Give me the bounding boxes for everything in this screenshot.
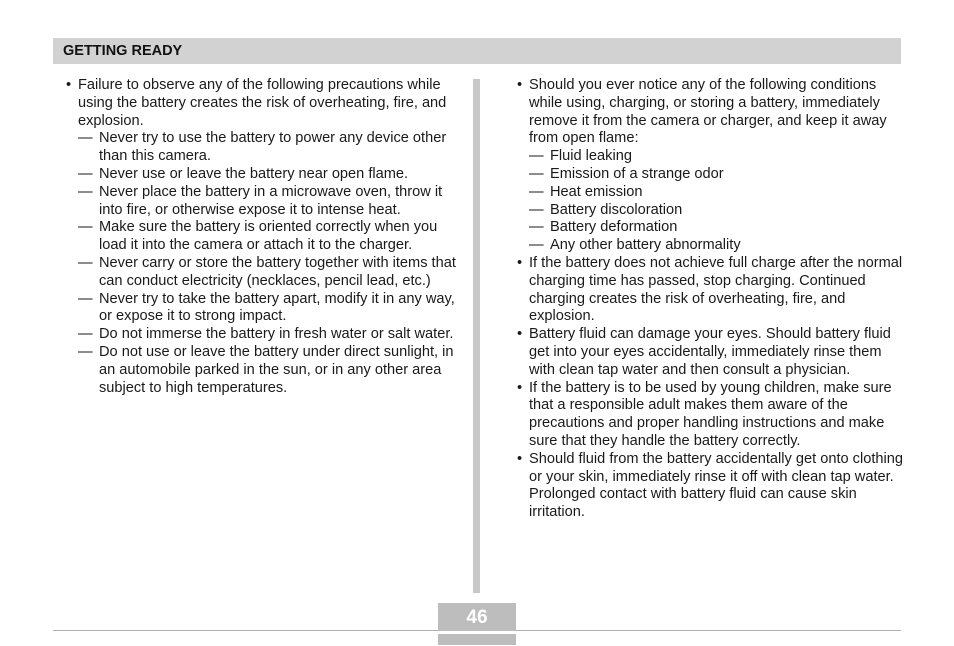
bullet-mark: •: [517, 77, 523, 93]
bullet-mark: •: [517, 326, 523, 343]
dash-mark: —: [78, 219, 93, 236]
page-number-tab: [438, 603, 516, 645]
section-title: GETTING READY: [63, 43, 183, 59]
dash-mark: —: [78, 165, 93, 182]
condition-item-5: [517, 219, 905, 237]
right-bullet-text: Battery fluid can damage your eyes. Should battery fluid get into your eyes accidentally, immediately rinse them with clean tap water and then consult a physician.: [529, 326, 891, 378]
dash-mark: —: [78, 254, 93, 271]
right-bullet-text: Should fluid from the battery accidentally get onto clothing or your skin, immediately rinse it off with clean tap water. Prolonged contact with battery fluid can cause skin irritation.: [529, 450, 903, 521]
left-column: [66, 77, 458, 397]
column-divider: [473, 79, 480, 593]
condition-text: Fluid leaking: [550, 148, 632, 165]
left-item-text: Do not immerse the battery in fresh water or salt water.: [99, 326, 454, 343]
left-item-1: [66, 130, 458, 166]
condition-text: Any other battery abnormality: [550, 237, 741, 254]
right-bullet-3: [517, 380, 905, 451]
condition-text: Battery discoloration: [550, 201, 683, 218]
condition-text: Battery deformation: [550, 219, 678, 236]
left-item-text: Never use or leave the battery near open flame.: [99, 165, 409, 182]
bullet-mark: •: [517, 379, 523, 396]
left-item-text: Make sure the battery is oriented correctly when you load it into the camera or attach it to the charger.: [99, 219, 438, 254]
dash-mark: —: [78, 343, 93, 360]
right-bullet-2: [517, 326, 905, 379]
left-item-3: [66, 184, 458, 220]
dash-mark: —: [529, 165, 544, 182]
left-item-6: [66, 291, 458, 327]
right-intro-bullet: [517, 77, 905, 148]
section-header: [53, 38, 901, 64]
dash-mark: —: [78, 326, 93, 343]
dash-mark: —: [78, 290, 93, 307]
left-item-text: Never place the battery in a microwave oven, throw it into fire, or otherwise expose it to intense heat.: [99, 183, 443, 218]
dash-mark: —: [529, 183, 544, 200]
dash-mark: —: [529, 219, 544, 236]
right-column: [517, 77, 905, 522]
dash-mark: —: [78, 183, 93, 200]
right-bullet-1: [517, 255, 905, 326]
right-bullet-text: If the battery is to be used by young children, make sure that a responsible adult makes them aware of the precautions and proper handling instructions and make sure that they handle the battery correctly.: [529, 379, 892, 449]
left-item-5: [66, 255, 458, 291]
condition-item-4: [517, 202, 905, 220]
dash-mark: —: [529, 201, 544, 218]
condition-text: Heat emission: [550, 183, 643, 200]
bullet-mark: •: [66, 77, 72, 93]
left-intro-bullet: [66, 77, 458, 130]
page-tab-band: [438, 631, 516, 634]
right-bullet-4: [517, 451, 905, 522]
left-item-4: [66, 219, 458, 255]
condition-text: Emission of a strange odor: [550, 165, 724, 182]
left-item-text: Never carry or store the battery together with items that can conduct electricity (necklaces, pencil lead, etc.): [99, 254, 456, 289]
right-intro-text: Should you ever notice any of the following conditions while using, charging, or storing a battery, immediately remove it from the camera or charger, and keep it away from open flame:: [529, 77, 887, 147]
condition-item-6: [517, 237, 905, 255]
condition-item-3: [517, 184, 905, 202]
left-item-text: Never try to take the battery apart, modify it in any way, or expose it to strong impact.: [99, 290, 455, 325]
left-intro-text: Failure to observe any of the following precautions while using the battery creates the risk of overheating, fire, and explosion.: [78, 77, 447, 129]
dash-mark: —: [529, 237, 544, 254]
dash-mark: —: [78, 130, 93, 147]
left-item-text: Never try to use the battery to power any device other than this camera.: [99, 130, 447, 165]
left-item-8: [66, 344, 458, 397]
right-bullet-text: If the battery does not achieve full charge after the normal charging time has passed, stop charging. Continued charging creates the risk of overheating, fire, and explosion.: [529, 254, 903, 325]
condition-item-1: [517, 148, 905, 166]
page-number: 46: [466, 607, 488, 628]
left-item-text: Do not use or leave the battery under direct sunlight, in an automobile parked in the sun, or in any other area subject to high temperatures.: [99, 343, 454, 396]
condition-item-2: [517, 166, 905, 184]
bullet-mark: •: [517, 450, 523, 467]
left-item-7: [66, 326, 458, 344]
bullet-mark: •: [517, 254, 523, 271]
dash-mark: —: [529, 148, 544, 165]
left-item-2: [66, 166, 458, 184]
